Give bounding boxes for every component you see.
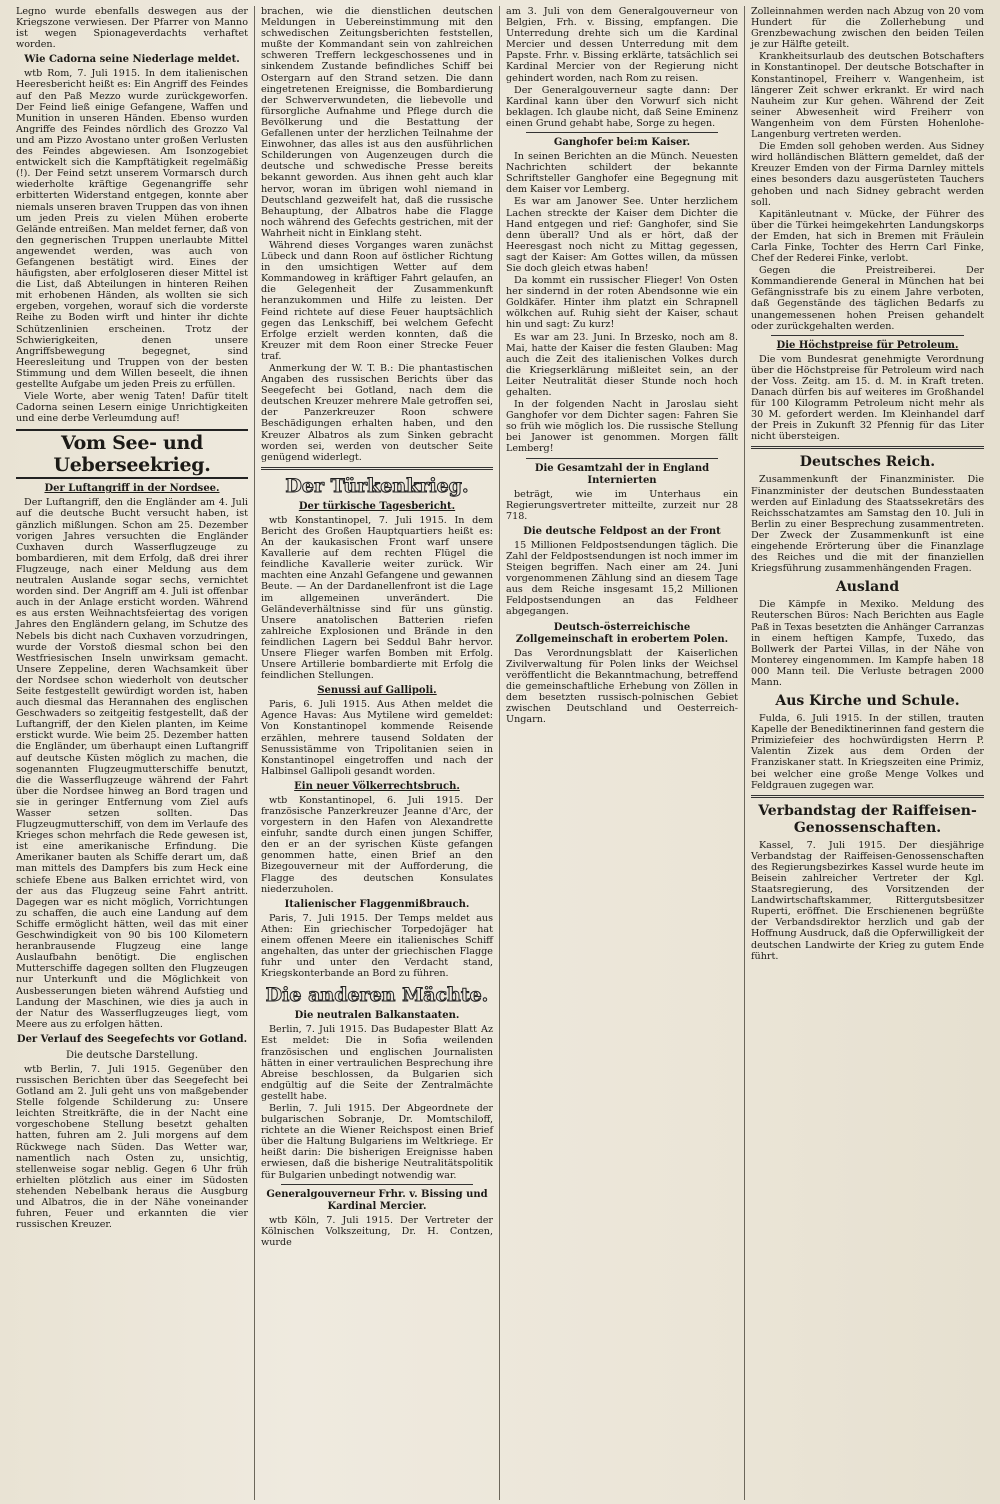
column-4 (745, 6, 990, 1500)
article-text: wtb Konstantinopel, 7. Juli 1915. In dem Bericht des Großen Hauptquartiers heißt es: An der kaukasischen Front warf unsere Kavallerie auf dem rechten Flügel die feindliche Kavallerie weiter zurück. Wir machten eine Anzahl Gefangene und gewannen Beute. — An der Dardanellenfront ist die Lage im allgemeinen unverändert. Die Geländeverhältnisse sind für uns günstig. Unsere anatolischen Batterien riefen zahlreiche Explosionen und Brände in den feindlichen Lagern bei Seddul Bahr hervor. Unsere Flieger warfen Bomben mit Erfolg. Unsere Artillerie bombardierte mit Erfolg die feindlichen Stellungen. (261, 514, 493, 682)
article-text: Da kommt ein russischer Flieger! Von Osten her sindernd in der roten Abendsonne wie ein Goldkäfer. Hinter ihm platzt ein Schrapnell wölkchen auf. Ruhig sieht der Kaiser, schaut hin und sagt: Zu kurz! (506, 275, 738, 331)
divider (526, 132, 718, 133)
article-text: Es war am Janower See. Unter herzlichem Lachen streckte der Kaiser dem Dichter die Hand entgegen und rief: Ganghofer, sind Sie denn überall? Und als er hört, daß der Heeresgast noch nicht zu Mittag gegessen, sagt der Kaiser: Am Gottes willen, da müssen Sie doch gleich etwas haben! (506, 196, 738, 274)
article-text: Es war am 23. Juni. In Brzesko, noch am 8. Mai, hatte der Kaiser die festen Glauben: Mag auch die Zeit des italienischen Volkes durch die Kriegserklärung mißleitet sein, an der Leiter Neutralität dieser Stunde noch hoch gehalten. (506, 331, 738, 398)
article-headline: Der türkische Tagesbericht. (298, 500, 456, 512)
section-headline: Die anderen Mächte. (265, 984, 489, 1007)
article-text: Fulda, 6. Juli 1915. In der stillen, trauten Kapelle der Benediktinerinnen fand gestern die Primiziefeier des hochwürdigsten Herrn P. Valentin Zizek aus dem Orden der Franziskaner statt. In Kriegszeiten eine Primiz, bei welcher eine große Menge Volkes und Feldgrauen zugegen war. (751, 713, 984, 791)
article-text: brachen, wie die dienstlichen deutschen Meldungen in Uebereinstimmung mit den schwedischen Zeitungsberichten feststellen, mußte der Kommandant sein von zahlreichen schweren Treffern leckgeschossenes und in sinkendem Zustande befindliches Schiff bei Ostergarn auf den Strand setzen. Die dann eingetretenen Ereignisse, die Bombardierung der Schwerverwundeten, die liebevolle und fürsorgliche Aufnahme und Pflege durch die Bevölkerung und die Bestattung der Gefallenen unter der herzlichen Teilnahme der Einwohner, das alles ist aus den ausführlichen Schilderungen von Augenzeugen durch die deutsche und schwedische Presse bereits bekannt geworden. Aus ihnen geht auch klar hervor, woran im übrigen wohl niemand in Deutschland gezweifelt hat, daß die russische Behauptung, der Albatros habe die Flagge noch während des Gefechts gestrichen, mit der Wahrheit nicht in Einklang steht. (261, 6, 493, 239)
article-subheadline: Die deutsche Darstellung. (65, 1049, 199, 1061)
article-text: wtb Rom, 7. Juli 1915. In dem italienischen Heeresbericht heißt es: Ein Angriff des Feindes auf den Paß Mezzo wurde zurückgeworfen. Der Feind ließ einige Gefangene, Waffen und Munition in unseren Händen. Ebenso wurden Angriffe des Feindes nördlich des Grozzo Val und am Pizzo Avostano unter großen Verlusten des Feindes abgewiesen. Am Isonzogebiet entwickelt sich die Kampftätigkeit regelmäßig (!). Der Feind setzt unserem Vormarsch durch wiederholte kräftige Gegenangriffe sehr erbitterten Widerstand entgegen, konnte aber niemals unseren braven Truppen das von ihnen um jeden Preis zu vielen Mühen eroberte Gelände entreißen. Man meldet ferner, daß von den gegnerischen Truppen unerlaubte Mittel angewendet werden, was auch von Gefangenen bestätigt wird. Eines der häufigsten, aber erfolgloseren dieser Mittel ist die List, daß Abteilungen in hinteren Reihen mit erhobenen Händen, als wollten sie sich ergeben, vorgehen, worauf sich die vorderste Reihe zu Boden wirft und hinter ihr dichte Schützenlinien erscheinen. Trotz der Schwierigkeiten, denen unsere Angriffsbewegung begegnet, sind Heeresleitung und Truppen von der besten Stimmung und dem Willen beseelt, die ihnen gestellte Aufgabe um jeden Preis zu erfüllen. (16, 68, 248, 390)
article-text: Berlin, 7. Juli 1915. Das Budapester Blatt Az Est meldet: Die in Sofia weilenden französischen und englischen Journalisten hätten in einer vertraulichen Besprechung ihre Abreise beschlossen, da Bulgarien sich endgültig auf die Seite der Zentralmächte gestellt habe. (261, 1024, 493, 1102)
article-headline: Generalgouverneur Frhr. v. Bissing und Kardinal Mercier. (266, 1188, 488, 1212)
section-headline: Ausland (835, 579, 900, 596)
article-headline: Die neutralen Balkanstaaten. (294, 1010, 460, 1022)
article-text: Der Generalgouverneur sagte dann: Der Kardinal kann über den Vorwurf sich nicht beklagen. Ich glaube nicht, daß Seine Eminenz einen Grund gehabt habe, Sorge zu hegen. (506, 84, 738, 129)
article-text: In seinen Berichten an die Münch. Neuesten Nachrichten schildert der bekannte Schriftsteller Ganghofer eine Begegnung mit dem Kaiser vor Lemberg. (506, 151, 738, 196)
column-2 (255, 6, 500, 1500)
article-headline: Die deutsche Feldpost an der Front (523, 525, 721, 537)
article-text: Der Luftangriff, den die Engländer am 4. Juli auf die deutsche Bucht versucht haben, ist gänzlich mißlungen. Schon am 25. Dezember vorigen Jahres versuchten die Engländer Cuxhaven durch Wasserflugzeuge zu bombardieren, mit dem Erfolg, daß drei ihrer Flugzeuge, nach einer Meldung aus dem neutralen Auslande sogar sechs, vernichtet worden sind. Der Angriff am 4. Juli ist offenbar auch in der Anlage ersticht worden. Während es aus ersten Weihnachtsfeiertag des vorigen Jahres den Engländern gelang, im Schutze des Nebels bis dicht nach Cuxhaven vorzudringen, wurde der Vorstoß diesmal schon bei den Westfriesischen Inseln unwirksam gemacht. Unsere Zeppeline, deren Wachsamkeit über der Nordsee schon wiederholt von deutscher Seite festgestellt gewürdigt worden ist, haben auch diesmal das Herannahen des englischen Geschwaders so zeitgeitig festgestellt, daß der Luftangriff, der den Kielen planten, im Keime erstickt wurde. Wie beim 25. Dezember hatten die Engländer, um überhaupt einen Luftangriff auf deutsche Küsten möglich zu machen, die sogenannten Flugzeugmutterschiffe benutzt, die die Wasserflugzeuge während der Fahrt über die Nordsee hinweg an Bord tragen und sie in geringer Entfernung vom Ziel aufs Wasser setzen sollten. Das Flugzeugmutterschiff, von dem im Verlaufe des Krieges schon mehrfach die Rede gewesen ist, ist eine amerikanische Erfindung. Die Amerikaner bauten als Schiffe derart um, daß man mittels des Dampfers bis zum Heck eine schiefe Ebene aus Balken errichtet wird, von der aus das Flugzeug seine Fahrt antritt. Dagegen war es nicht möglich, Vorrichtungen zu schaffen, die auch eine Landung auf dem Schiffe ermöglicht hätten, weil das mit einer Geschwindigkeit von 90 bis 100 Kilometern heranbrausende Flugzeug eine lange Auslaufbahn benötigt. Die englischen Mutterschiffe dagegen sollten den Flugzeugen nur Unterkunft und die Möglichkeit von Ausbesserungen bieten während Aufstieg und Landung der Maschinen, wie dies ja auch in der Natur des Wasserflugzeuges liegt, vom Meere aus zu erfolgen hätten. (16, 497, 248, 1030)
article-text: beträgt, wie im Unterhaus ein Regierungsvertreter mitteilte, zurzeit nur 28 718. (506, 488, 738, 522)
article-text: Das Verordnungsblatt der Kaiserlichen Zivilverwaltung für Polen links der Weichsel veröffentlicht die Bekanntmachung, betreffend die gemeinschaftliche Erhebung von Zöllen in dem besetzten russisch-polnischen Gebiet zwischen Deutschland und Oesterreich-Ungarn. (506, 647, 738, 726)
article-headline: Wie Cadorna seine Niederlage meldet. (24, 54, 240, 66)
article-headline: Die Gesamtzahl der in England Internierten (534, 462, 710, 486)
section-headline: Der Türkenkrieg. (285, 474, 469, 497)
article-headline: Senussi auf Gallipoli. (317, 685, 437, 697)
section-headline: Verbandstag der Raiffeisen-Genossenschaften. (758, 802, 977, 836)
divider (771, 335, 964, 336)
column-1 (10, 6, 255, 1500)
section-headline: Vom See- und Ueberseekrieg. (16, 429, 248, 479)
article-text: Berlin, 7. Juli 1915. Der Abgeordnete der bulgarischen Sobranje, Dr. Momtschiloff, richtete an die Wiener Reichspost einen Brief über die Haltung Bulgariens im Weltkriege. Er heißt darin: Die bisherigen Ereignisse haben erwiesen, daß die bisherige Neutralitätspolitik für Bulgarien unbedingt notwendig war. (261, 1102, 493, 1181)
divider (751, 795, 984, 798)
article-text: Die Emden soll gehoben werden. Aus Sidney wird holländischen Blättern gemeldet, daß der Kreuzer Emden von der Firma Darnley mittels eines besonders dazu ausgerüsteten Tauchers gehoben und nach Sidney gebracht werden soll. (751, 141, 984, 208)
divider (281, 1184, 473, 1185)
article-text: Die vom Bundesrat genehmigte Verordnung über die Höchstpreise für Petroleum wird nach der Voss. Zeitg. am 15. d. M. in Kraft treten. Danach dürfen bis auf weiteres im Großhandel für 100 Kilogramm Petroleum nicht mehr als 30 M. gefordert werden. Im Kleinhandel darf der Preis in Zukunft 32 Pfennig für das Liter nicht übersteigen. (751, 353, 984, 443)
article-headline: Ganghofer bei:m Kaiser. (553, 137, 691, 149)
column-3 (500, 6, 745, 1500)
article-headline: Der Luftangriff in der Nordsee. (44, 483, 220, 495)
article-text: In der folgenden Nacht in Jaroslau sieht Ganghofer vor dem Dichter sagen: Fahren Sie so früh wie möglich los. Die russische Stellung bei Janower ist genommen. Morgen fällt Lemberg! (506, 399, 738, 455)
article-headline: Deutsch-österreichische Zollgemeinschaft in erobertem Polen. (515, 621, 729, 645)
article-headline: Die Höchstpreise für Petroleum. (776, 339, 959, 351)
divider (261, 467, 493, 470)
article-text: Während dieses Vorganges waren zunächst Lübeck und dann Roon auf östlicher Richtung in den umsichtigen Wetter auf dem Kommandoweg in kräftiger Fahrt gelaufen, an die Gelegenheit der Zusammenkunft heranzukommen und Hilfe zu leisten. Der Feind richtete auf diese Feuer hauptsächlich gegen das Lenkschiff, bei welchem Gefecht Erfolge erzielt werden konnten, daß die Kreuzer mit dem Roon einer Strecke Feuer traf. (261, 239, 493, 362)
article-headline: Der Verlauf des Seegefechts vor Gotland. (16, 1033, 248, 1045)
divider (526, 458, 718, 459)
article-headline: Ein neuer Völkerrechtsbruch. (294, 780, 460, 792)
article-text: 15 Millionen Feldpostsendungen täglich. Die Zahl der Feldpostsendungen ist noch immer im Steigen begriffen. Nach einer am 24. Juni vorgenommenen Zählung sind an diesem Tage aus dem Reiche insgesamt 15,2 Millionen Feldpostsendungen an das Feldheer abgegangen. (506, 539, 738, 618)
section-headline: Deutsches Reich. (799, 454, 936, 471)
article-text: Die Kämpfe in Mexiko. Meldung des Reuterschen Büros: Nach Berichten aus Eagle Paß in Texas besetzten die Anhänger Carranzas in einem heftigen Kampfe, Tuxedo, das Bollwerk der Partei Villas, in der Nähe von Monterey eingenommen. Im Kampfe haben 18 000 Mann teil. Die Verluste betragen 2000 Mann. (751, 599, 984, 688)
article-text: Zusammenkunft der Finanzminister. Die Finanzminister der deutschen Bundesstaaten werden auf Einladung des Staatssekretärs des Reichsschatzamtes am Samstag den 10. Juli in Berlin zu einer Besprechung zusammentreten. Der Zweck der Zusammenkunft ist eine eingehende Erörterung über die Finanzlage des Reiches und die mit der finanziellen Kriegsführung zusammenhängenden Fragen. (751, 474, 984, 575)
article-text: Zolleinnahmen werden nach Abzug von 20 vom Hundert für die Zollerhebung und Grenzbewachung zwischen den beiden Teilen je zur Hälfte geteilt. (751, 6, 984, 51)
article-text: Paris, 7. Juli 1915. Der Temps meldet aus Athen: Ein griechischer Torpedojäger hat einem offenen Meere ein italienisches Schiff angehalten, das unter der griechischen Flagge fuhr und unter den Verdacht stand, Kriegskonterbande an Bord zu führen. (261, 912, 493, 980)
article-text: Kapitänleutnant v. Mücke, der Führer des über die Türkei heimgekehrten Landungskorps der Emden, hat sich in Bremen mit Fräulein Carla Finke, Tochter des Herrn Carl Finke, Chef der Rederei Finke, verlobt. (751, 208, 984, 265)
section-headline: Aus Kirche und Schule. (775, 693, 960, 710)
article-text: wtb Berlin, 7. Juli 1915. Gegenüber den russischen Berichten über das Seegefecht bei Gotland am 2. Juli geht uns von maßgebender Stelle folgende Schilderung zu: Unsere leichten Streitkräfte, die in der Nacht eine vorgeschobene Stellung besetzt gehalten hatten, fuhren am 2. Juli morgens auf dem Rückwege nach Süden. Das Wetter war, namentlich nach Osten zu, unsichtig, stellenweise sogar neblig. Gegen 6 Uhr früh erhielten plötzlich aus einer im Südosten stehenden Nebelbank heraus die Ausgburg und Albatros, die in der Nähe voneinander fuhren, Feuer und erkannten die vier russischen Kreuzer. (16, 1063, 248, 1231)
article-text: Krankheitsurlaub des deutschen Botschafters in Konstantinopel. Der deutsche Botschafter in Konstantinopel, Freiherr v. Wangenheim, ist längerer Zeit schwer erkrankt. Er wird nach Nauheim zur Kur gehen. Während der Zeit seiner Abwesenheit wird Freiherr von Wangenheim von dem Fürsten Hohenlohe-Langenburg vertreten werden. (751, 51, 984, 141)
article-text: wtb Köln, 7. Juli 1915. Der Vertreter der Kölnischen Volkszeitung, Dr. H. Contzen, wurde (261, 1214, 493, 1248)
article-text: Legno wurde ebenfalls deswegen aus der Kriegszone verwiesen. Der Pfarrer von Manno ist wegen Spionageverdachts verhaftet worden. (16, 6, 248, 51)
article-text: wtb Konstantinopel, 6. Juli 1915. Der französische Panzerkreuzer Jeanne d'Arc, der vorgestern in den Hafen von Alexandrette einfuhr, sandte durch einen jungen Schiffer, den er an der syrischen Küste gefangen genommen hatte, einen Brief an den Bizegouverneur mit der Aufforderung, die Flagge des deutschen Konsulates niederzuholen. (261, 794, 493, 895)
article-headline: Italienischer Flaggenmißbrauch. (284, 898, 470, 910)
article-text: Kassel, 7. Juli 1915. Der diesjährige Verbandstag der Raiffeisen-Genossenschaften des Regierungsbezirkes Kassel wurde heute im Beisein zahlreicher Vertreter der Kgl. Staatsregierung, des Vorsitzenden der Landwirtschaftskammer, Rittergutsbesitzer Ruperti, eröffnet. Die Erschienenen begrüßte der Verbandsdirektor herzlich und gab der Hoffnung Ausdruck, daß die Opferwilligkeit der deutschen Landwirte der Krieg zu gutem Ende führt. (751, 839, 984, 962)
article-text: Paris, 6. Juli 1915. Aus Athen meldet die Agence Havas: Aus Mytilene wird gemeldet: Von Konstantinopel kommende Reisende erzählen, mehrere tausend Soldaten der Senussistämme von Tripolitanien seien in Konstantinopel eingetroffen und nach der Halbinsel Gallipoli gesandt worden. (261, 699, 493, 777)
divider (751, 446, 984, 449)
article-text: Anmerkung der W. T. B.: Die phantastischen Angaben des russischen Berichts über das Seegefecht bei Gotland, nach dem die deutschen Kreuzer mehrere Male getroffen sei, der Panzerkreuzer Roon schwere Beschädigungen erhalten haben, und den Kreuzer Albatros als zum Sinken gebracht worden sei, werden von deutscher Seite genügend widerlegt. (261, 363, 493, 463)
article-text: Gegen die Preistreiberei. Der Kommandierende General in München hat bei Gefängnisstrafe bis zu einem Jahre verboten, daß Gegenstände des täglichen Bedarfs zu unangemessenen hohen Preisen gehandelt oder zurückgehalten werden. (751, 265, 984, 332)
article-text: Viele Worte, aber wenig Taten! Dafür titelt Cadorna seinen Lesern einige Unrichtigkeiten und eine derbe Verleumdung auf! (16, 391, 248, 425)
article-text: am 3. Juli von dem Generalgouverneur von Belgien, Frh. v. Bissing, empfangen. Die Unterredung drehte sich um die Kardinal Mercier und dessen Unterredung mit dem Papste. Frhr. v. Bissing erklärte, tatsächlich sei Kardinal Mercier von der Regierung nicht gehindert worden, nach Rom zu reisen. (506, 6, 738, 84)
